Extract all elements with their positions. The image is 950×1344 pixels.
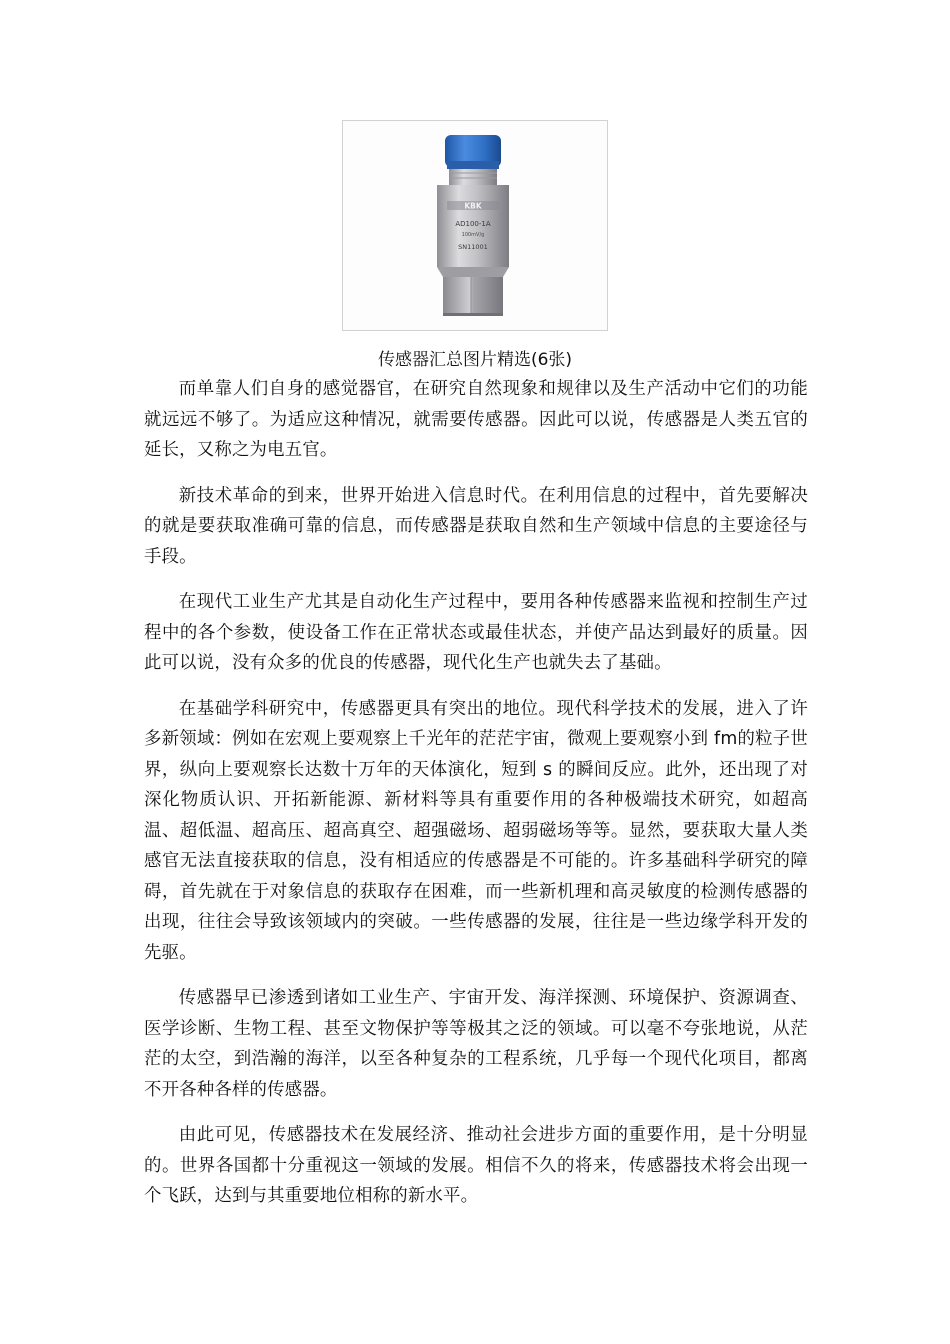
paragraph: 新技术革命的到来，世界开始进入信息时代。在利用信息的过程中，首先要解决的就是要获取准确可靠的信息，而传感器是获取自然和生产领域中信息的主要途径与手段。 — [144, 485, 808, 567]
figure-caption: 传感器汇总图片精选(6张) — [377, 350, 573, 370]
sensor-figure — [342, 120, 608, 331]
hex-base — [443, 277, 503, 315]
paragraph: 在基础学科研究中，传感器更具有突出的地位。现代科学技术的发展，进入了许多新领域：例如在宏观上要观察上千光年的茫茫宇宙，微观上要观察小到 fm的粒子世界，纵向上要观察长达数十万年的天体演化，短到 s 的瞬间反应。此外，还出现了对深化物质认识、开拓新能源、新材料等具有重要作用的各种极端技术研究，如超高温、超低温、超高压、超高真空、超强磁场、超弱磁场等等。显然，要获取大量人类感官无法直接获取的信息，没有相适应的传感器是不可能的。许多基础科学研究的障碍，首先就在于对象信息的获取存在困难，而一些新机理和高灵敏度的检测传感器的出现，往往会导致该领域内的突破。一些传感器的发展，往往是一些边缘学科开发的先驱。 — [144, 698, 808, 963]
paragraph: 由此可见，传感器技术在发展经济、推动社会进步方面的重要作用，是十分明显的。世界各国都十分重视这一领域的发展。相信不久的将来，传感器技术将会出现一个飞跃，达到与其重要地位相称的新水平。 — [144, 1125, 808, 1206]
article-body — [144, 374, 808, 1227]
sensor-serial-label: SN11001 — [458, 243, 488, 251]
sensor-model-label: AD100-1A — [455, 220, 491, 228]
sensor-spec-label: 100mV/g — [461, 232, 485, 238]
accelerometer-sensor-image — [343, 121, 607, 330]
sensor-brand-label: KBK — [464, 201, 482, 211]
paragraph: 传感器早已渗透到诸如工业生产、宇宙开发、海洋探测、环境保护、资源调查、医学诊断、生物工程、甚至文物保护等等极其之泛的领域。可以毫不夸张地说，从茫茫的太空，到浩瀚的海洋，以至各种复杂的工程系统，几乎每一个现代化项目，都离不开各种各样的传感器。 — [144, 988, 808, 1100]
paragraph: 而单靠人们自身的感觉器官，在研究自然现象和规律以及生产活动中它们的功能就远远不够了。为适应这种情况，就需要传感器。因此可以说，传感器是人类五官的延长，又称之为电五官。 — [144, 379, 808, 460]
paragraph: 在现代工业生产尤其是自动化生产过程中，要用各种传感器来监视和控制生产过程中的各个参数，使设备工作在正常状态或最佳状态，并使产品达到最好的质量。因此可以说，没有众多的优良的传感器，现代化生产也就失去了基础。 — [144, 592, 808, 673]
